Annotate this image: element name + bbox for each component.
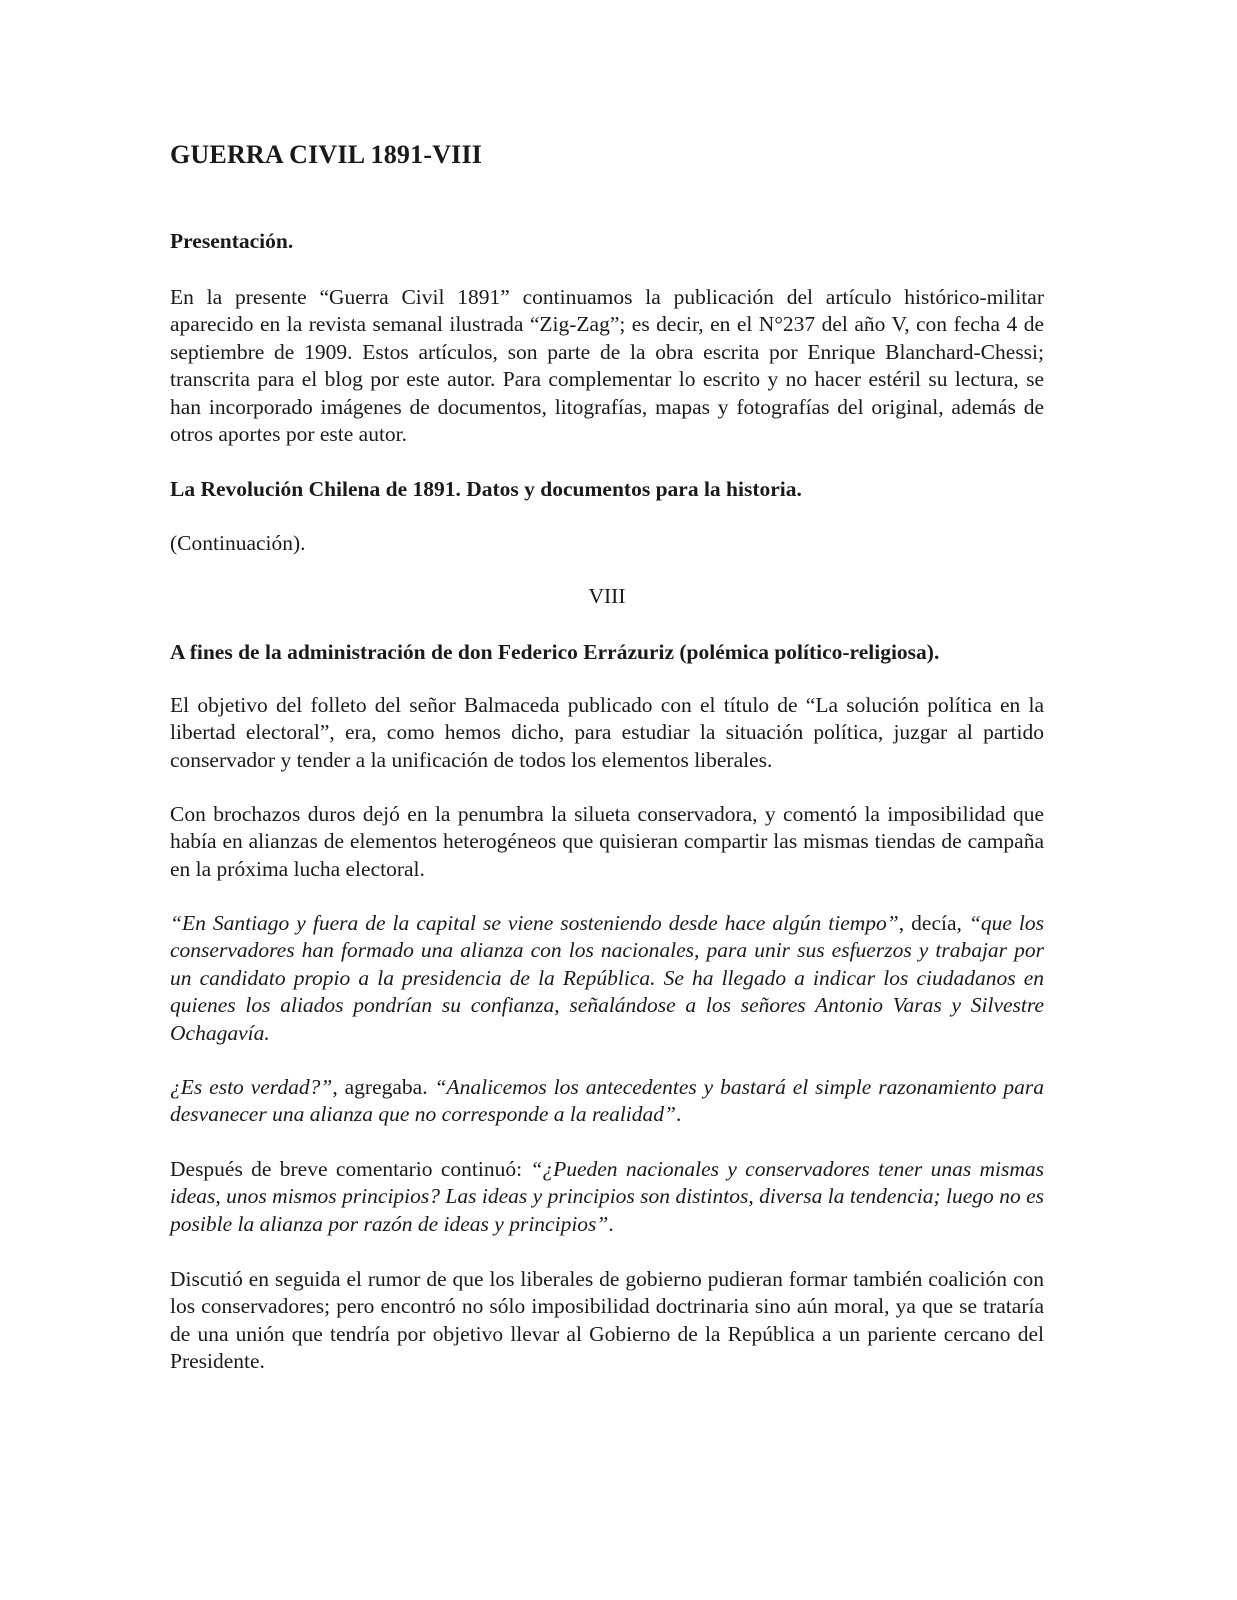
chapter-number: VIII (588, 584, 626, 608)
paragraph-6: Discutió en seguida el rumor de que los liberales de gobierno pudieran formar también coalición con los conservadores; pero encontró no sólo imposibilidad doctrinaria sino aún moral, ya que se trataría de una unión que tendría por objetivo llevar al Gobierno de la República a un pariente cercano del Presidente. (170, 1267, 1044, 1374)
continuation-note: (Continuación). (170, 531, 306, 555)
presentation-heading: Presentación. (170, 229, 294, 253)
work-heading: La Revolución Chilena de 1891. Datos y documentos para la historia. (170, 477, 802, 501)
quote-2: “que los conservadores han formado una alianza con los nacionales, para unir sus esfuerzos y trabajar por un candidato propio a la presidencia de la República. Se ha llegado a indicar los ciudadanos en quienes los aliados pondrían su confianza, señalándose a los señores Antonio Varas y Silvestre Ochagavía. (170, 911, 1045, 1045)
narration: , decía, (898, 911, 969, 935)
quote: “¿Pueden nacionales y conservadores tener unas mismas ideas, unos mismos principios? Las ideas y principios son distintos, diversa la tendencia; luego no es posible la alianza por razón de ideas y principios” (170, 1157, 1045, 1236)
page-title: GUERRA CIVIL 1891-VIII (170, 140, 483, 169)
quote-2: “Analicemos los antecedentes y bastará el simple razonamiento para desvanecer una alianza que no corresponde a la realidad” (170, 1075, 1044, 1127)
paragraph-4 (170, 1074, 1044, 1129)
paragraph-1: El objetivo del folleto del señor Balmaceda publicado con el título de “La solución política en la libertad electoral”, era, como hemos dicho, para estudiar la situación política, juzgar al partido conservador y tender a la unificación de todos los elementos liberales. (170, 693, 1044, 772)
paragraph-5 (170, 1156, 1044, 1238)
period: . (675, 1102, 682, 1127)
narration: Después de breve comentario continuó: (170, 1157, 531, 1181)
chapter-title: A fines de la administración de don Federico Errázuriz (polémica político-religiosa). (170, 640, 940, 664)
narration: , agregaba. (332, 1075, 435, 1099)
presentation-paragraph: En la presente “Guerra Civil 1891” continuamos la publicación del artículo histórico-militar aparecido en la revista semanal ilustrada “Zig-Zag”; es decir, en el N°237 del año V, con fecha 4 de septiembre de 1909. Estos artículos, son parte de la obra escrita por Enrique Blanchard-Chessi; transcrita para el blog por este autor. Para complementar lo escrito y no hacer estéril su lectura, se han incorporado imágenes de documentos, litografías, mapas y fotografías del original, además de otros aportes por este autor. (170, 285, 1044, 447)
period: . (608, 1211, 614, 1236)
paragraph-2: Con brochazos duros dejó en la penumbra la silueta conservadora, y comentó la imposibilidad que había en alianzas de elementos heterogéneos que quisieran compartir las mismas tiendas de campaña en la próxima lucha electoral. (170, 802, 1044, 881)
quote-1: ¿Es esto verdad?” (170, 1075, 333, 1099)
paragraph-3 (170, 910, 1044, 1047)
quote-1: “En Santiago y fuera de la capital se viene sosteniendo desde hace algún tiempo” (170, 911, 899, 935)
